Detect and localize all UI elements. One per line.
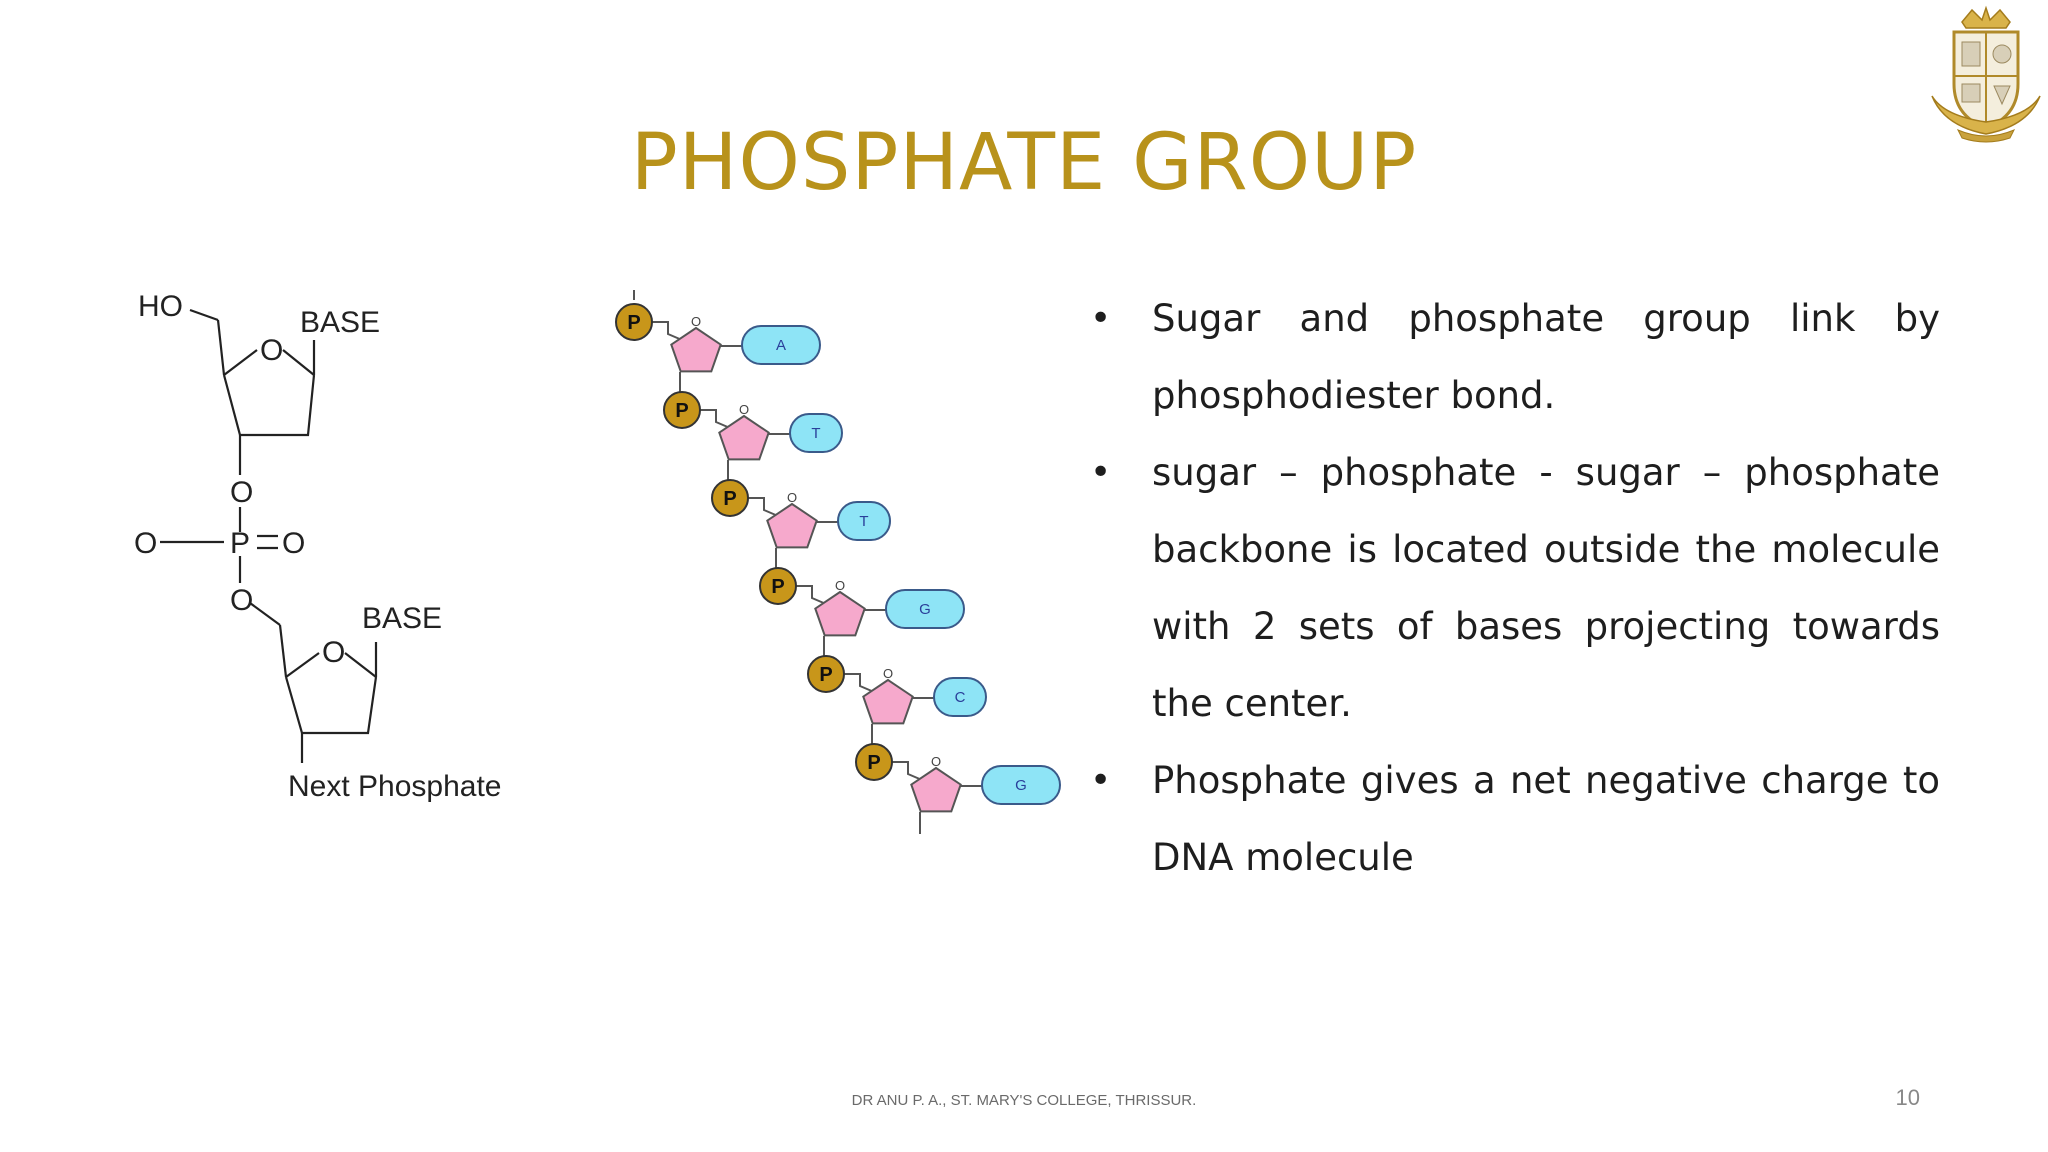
slide-title: PHOSPHATE GROUP	[630, 118, 1418, 208]
sugar-oxygen-label: O	[739, 402, 750, 417]
sugar-oxygen-label: O	[691, 314, 702, 329]
phosphate-label: P	[627, 312, 641, 334]
phosphate-sugar-bond	[748, 498, 778, 516]
ho-label: HO	[138, 290, 183, 323]
sugar-pentagon	[719, 416, 768, 459]
phosphate-label: P	[867, 752, 881, 774]
bullet-list	[1080, 280, 1940, 896]
phosphate-sugar-bond	[796, 586, 826, 604]
dna-strand-diagram	[600, 280, 1080, 840]
college-crest-logo	[1924, 4, 2048, 144]
phosphate-sugar-bond	[652, 322, 682, 340]
phosphate-label: P	[675, 400, 689, 422]
base-label-bottom: BASE	[362, 602, 443, 635]
bullet-item: • sugar – phosphate - sugar – phosphate backbone is located outside the molecule with 2 sets of bases projecting towards the center.	[1080, 434, 1940, 742]
phosphate-label: P	[771, 576, 785, 598]
oxygen-label-left: O	[134, 527, 158, 560]
base-letter: T	[859, 513, 869, 530]
sugar-pentagon	[863, 680, 912, 723]
base-letter: C	[954, 689, 966, 706]
phosphate-sugar-bond	[700, 410, 730, 428]
oxygen-label-right: O	[282, 527, 306, 560]
sugar-pentagon	[911, 768, 960, 811]
sugar-oxygen-label: O	[835, 578, 846, 593]
sugar-pentagon	[767, 504, 816, 547]
bullet-item: • Phosphate gives a net negative charge to DNA molecule	[1080, 742, 1940, 896]
phosphate-sugar-bond	[844, 674, 874, 692]
sugar-oxygen-label: O	[931, 754, 942, 769]
footer-text: DR ANU P. A., ST. MARY'S COLLEGE, THRISSUR.	[851, 1092, 1197, 1109]
base-letter: T	[811, 425, 821, 442]
sugar-pentagon	[671, 328, 720, 371]
sugar-oxygen-label: O	[787, 490, 798, 505]
oxygen-label-lower: O	[230, 584, 254, 617]
phosphate-label: P	[819, 664, 833, 686]
base-letter: G	[919, 601, 931, 618]
sugar-oxygen-label: O	[883, 666, 894, 681]
base-letter: A	[775, 337, 787, 354]
oxygen-label-upper: O	[230, 476, 254, 509]
next-phosphate-label: Next Phosphate	[288, 770, 502, 803]
sugar-pentagon	[815, 592, 864, 635]
bullet-item: • Sugar and phosphate group link by phosphodiester bond.	[1080, 280, 1940, 434]
page-number: 10	[1895, 1085, 1920, 1110]
base-letter: G	[1015, 777, 1027, 794]
ring-oxygen-label-bottom: O	[322, 636, 346, 669]
phosphodiester-structure-diagram	[120, 270, 580, 830]
base-label-top: BASE	[300, 306, 381, 339]
phosphate-label: P	[723, 488, 737, 510]
phosphate-sugar-bond	[892, 762, 922, 780]
phosphorus-label: P	[230, 527, 251, 560]
ring-oxygen-label-top: O	[260, 334, 284, 367]
